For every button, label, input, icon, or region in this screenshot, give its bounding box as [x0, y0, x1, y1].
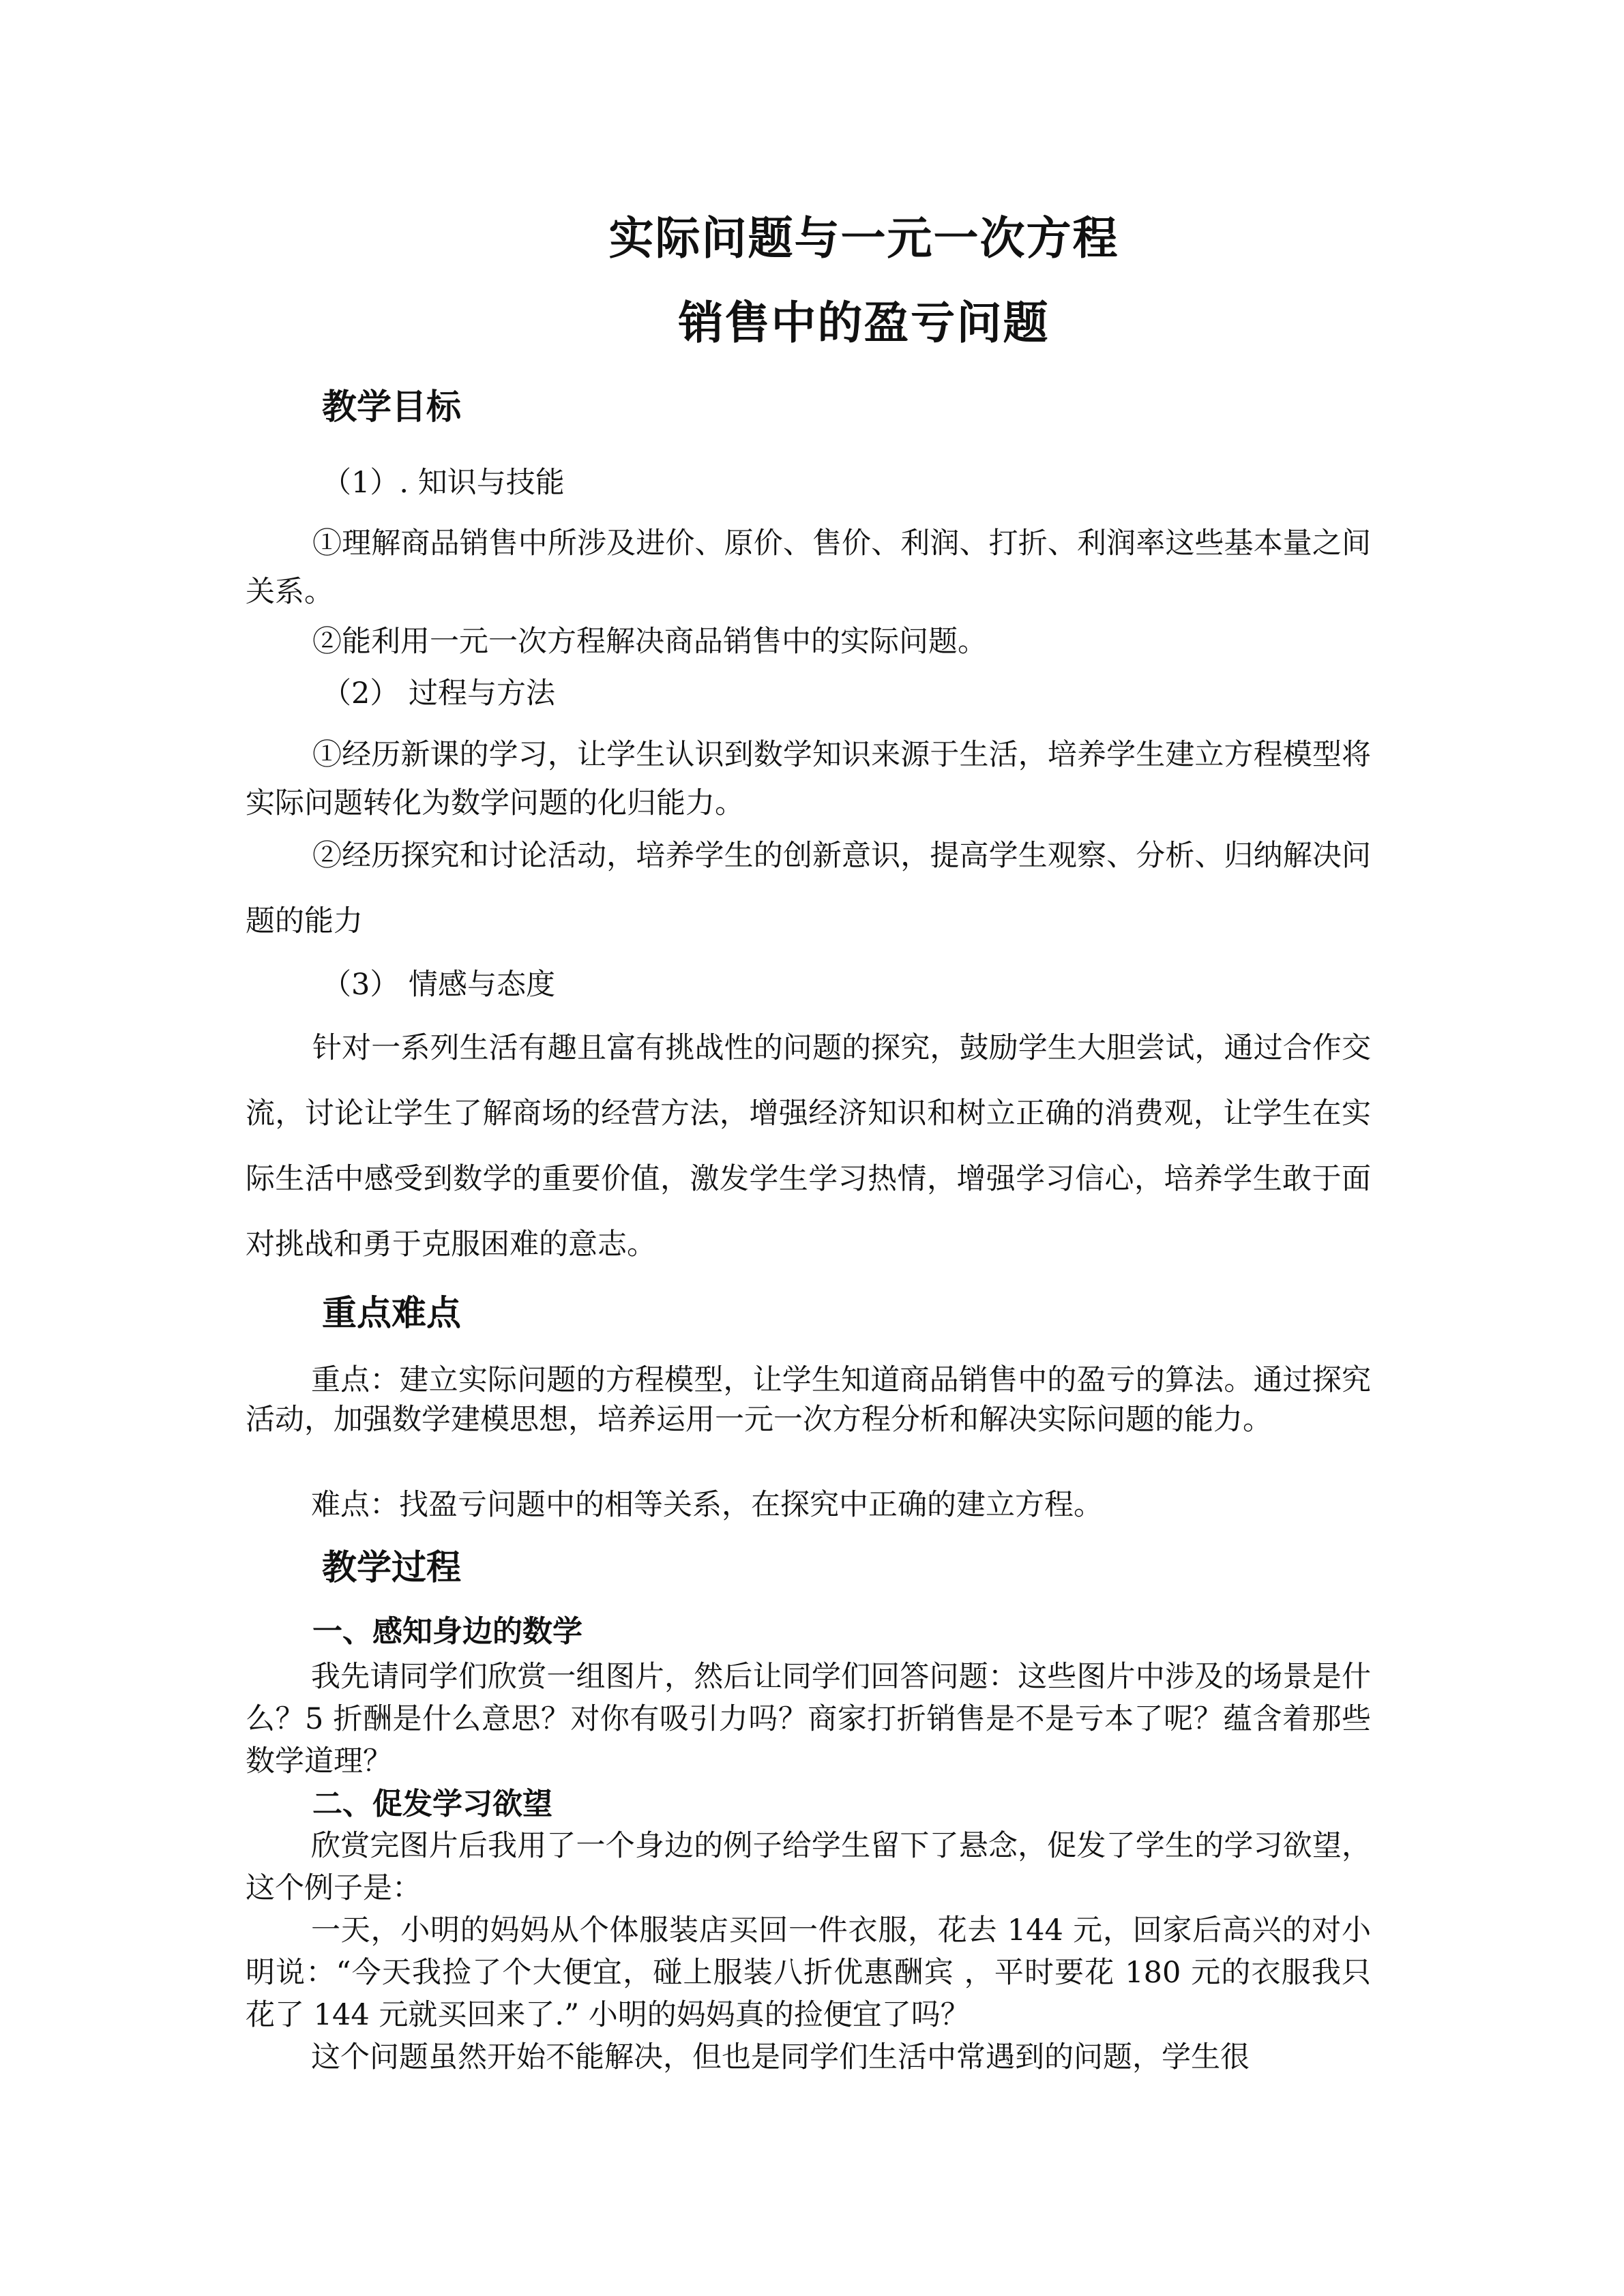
paragraph-goal-3: ①经历新课的学习，让学生认识到数学知识来源于生活，培养学生建立方程模型将实际问题转化为数学问题的化归能力。 — [246, 738, 1371, 820]
paragraph-goal-1: ①理解商品销售中所涉及进价、原价、售价、利润、打折、利润率这些基本量之间关系。 — [246, 526, 1371, 609]
paragraph-step-2c: 这个问题虽然开始不能解决，但也是同学们生活中常遇到的问题，学生很 — [311, 2040, 1250, 2074]
step-title-1: 一、感知身边的数学 — [312, 1614, 582, 1649]
subheading-knowledge-skills: （1）. 知识与技能 — [322, 466, 565, 500]
section-heading-process: 教学过程 — [322, 1548, 462, 1588]
paragraph-goal-5: 针对一系列生活有趣且富有挑战性的问题的探究，鼓励学生大胆尝试，通过合作交流，讨论让学生了解商场的经营方法，增强经济知识和树立正确的消费观，让学生在实际生活中感受到数学的重要价值，激发学生学习热情，增强学习信心，培养学生敢于面对挑战和勇于克服困难的意志。 — [246, 1031, 1371, 1262]
paragraph-difficulty: 难点：找盈亏问题中的相等关系，在探究中正确的建立方程。 — [311, 1488, 1103, 1522]
document-title: 实际问题与一元一次方程 — [608, 212, 1119, 265]
paragraph-goal-4: ②经历探究和讨论活动，培养学生的创新意识，提高学生观察、分析、归纳解决问题的能力 — [246, 839, 1371, 938]
subheading-emotion-attitude: （3） 情感与态度 — [322, 968, 556, 1002]
paragraph-step-1: 我先请同学们欣赏一组图片，然后让同学们回答问题：这些图片中涉及的场景是什么？5 折酬是什么意思？对你有吸引力吗？商家打折销售是不是亏本了呢？蕴含着那些数学道理？ — [246, 1660, 1371, 1778]
paragraph-step-2b: 一天，小明的妈妈从个体服装店买回一件衣服，花去 144 元，回家后高兴的对小明说：“今天我捡了个大便宜，碰上服装八折优惠酬宾 ，平时要花 180 元的衣服我只花了 144 元就买回来了.” 小明的妈妈真的捡便宜了吗？ — [246, 1913, 1371, 2032]
paragraph-goal-2: ②能利用一元一次方程解决商品销售中的实际问题。 — [312, 625, 987, 659]
paragraph-keypoint: 重点：建立实际问题的方程模型，让学生知道商品销售中的盈亏的算法。通过探究活动，加强数学建模思想，培养运用一元一次方程分析和解决实际问题的能力。 — [246, 1363, 1371, 1437]
paragraph-step-2a: 欣赏完图片后我用了一个身边的例子给学生留下了悬念，促发了学生的学习欲望，这个例子是： — [246, 1829, 1371, 1905]
document-subtitle: 销售中的盈亏问题 — [678, 297, 1050, 349]
section-heading-goals: 教学目标 — [322, 387, 462, 428]
step-title-2: 二、促发学习欲望 — [312, 1787, 552, 1821]
subheading-process-methods: （2） 过程与方法 — [322, 676, 556, 711]
section-heading-keypoints: 重点难点 — [322, 1294, 462, 1334]
